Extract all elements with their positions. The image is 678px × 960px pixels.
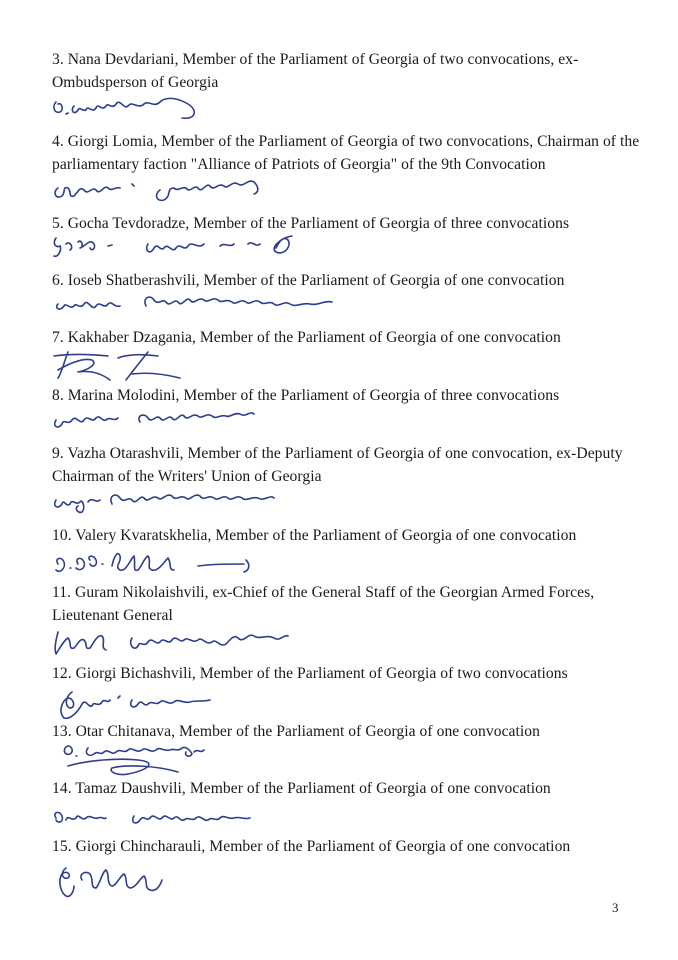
signatory-entry-11: 11. Guram Nikolaishvili, ex-Chief of the General Staff of the Georgian Armed Forces, Lieutenant General (52, 584, 595, 624)
signature-molodini (48, 402, 288, 434)
signature-nikolaishvili (48, 624, 298, 660)
signature-chincharauli (48, 862, 198, 902)
signature-otarashvili (48, 484, 308, 516)
signature-dzagania (48, 348, 198, 384)
signatory-entry-13: 13. Otar Chitanava, Member of the Parliament of Georgia of one convocation (52, 723, 540, 740)
signatory-entry-9: 9. Vazha Otarashvili, Member of the Parliament of Georgia of one convocation, ex-Deputy Chairman of the Writers' Union of Georgia (52, 445, 623, 485)
signature-shatberashvili (48, 286, 348, 318)
signature-kvaratskhelia (48, 546, 268, 578)
signatory-entry-14: 14. Tamaz Daushvili, Member of the Parliament of Georgia of one convocation (52, 780, 551, 797)
signatory-entry-4: 4. Giorgi Lomia, Member of the Parliament of Georgia of two convocations, Chairman of the parliamentary faction "Alliance of Patriots of Georgia" of the 9th Convocation (52, 133, 640, 173)
signatory-entry-6: 6. Ioseb Shatberashvili, Member of the Parliament of Georgia of one convocation (52, 272, 565, 289)
signature-bichashvili (48, 686, 248, 722)
signature-devdariani (48, 92, 218, 124)
signature-tevdoradze (48, 230, 318, 266)
signatory-entry-7: 7. Kakhaber Dzagania, Member of the Parliament of Georgia of one convocation (52, 329, 561, 346)
signatory-entry-5: 5. Gocha Tevdoradze, Member of the Parliament of Georgia of three convocations (52, 215, 570, 232)
page-number: 3 (612, 900, 619, 915)
signature-daushvili (48, 800, 278, 832)
signatory-entry-12: 12. Giorgi Bichashvili, Member of the Parliament of Georgia of two convocations (52, 665, 568, 682)
signatory-entry-8: 8. Marina Molodini, Member of the Parliament of Georgia of three convocations (52, 387, 560, 404)
signatory-entry-15: 15. Giorgi Chincharauli, Member of the Parliament of Georgia of one convocation (52, 838, 571, 855)
signature-chitanava (48, 738, 278, 782)
signatory-entry-10: 10. Valery Kvaratskhelia, Member of the Parliament of Georgia of one convocation (52, 527, 577, 544)
signatory-entry-3: 3. Nana Devdariani, Member of the Parliament of Georgia of two convocations, ex-Ombudsperson of Georgia (52, 51, 579, 91)
signature-lomia (48, 174, 288, 208)
